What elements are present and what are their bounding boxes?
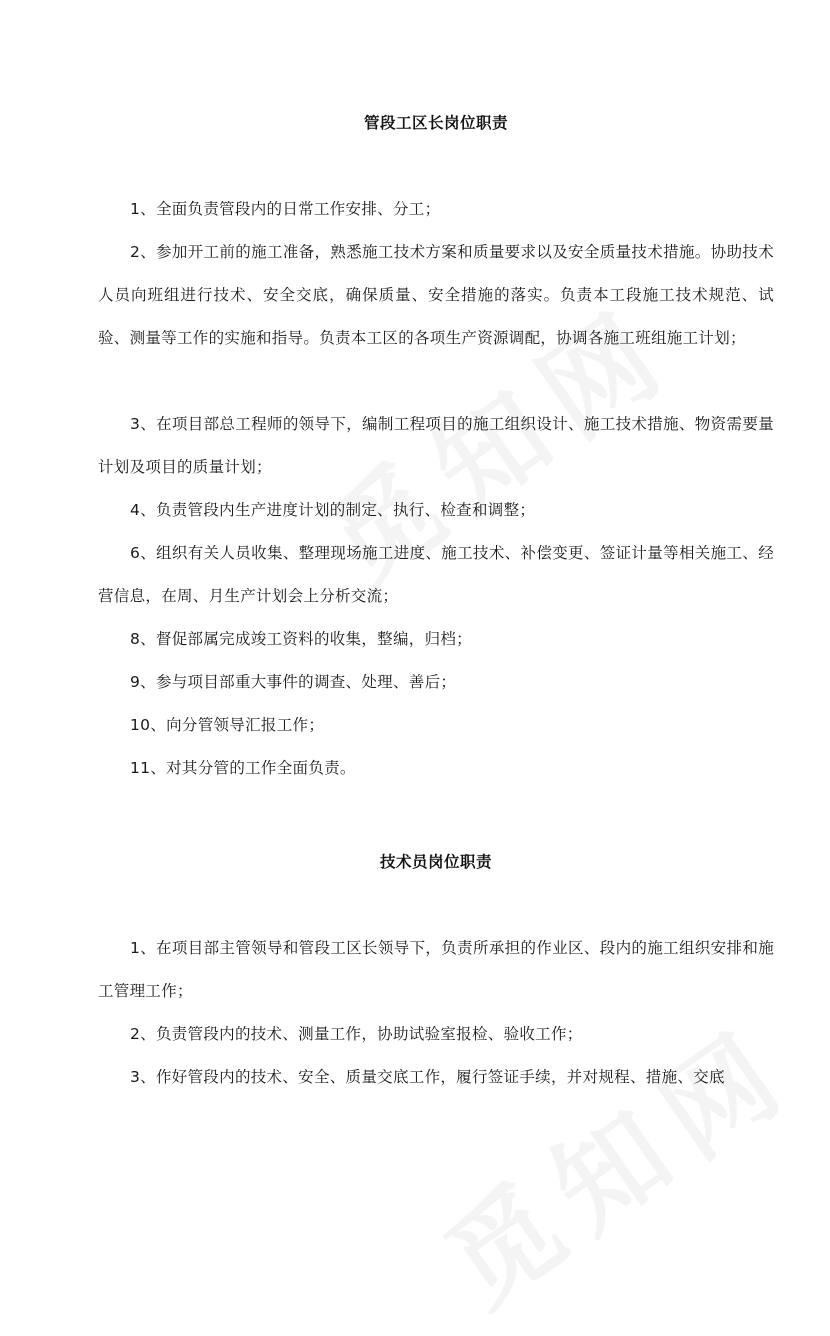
paragraph: 6、组织有关人员收集、整理现场施工进度、施工技术、补偿变更、签证计量等相关施工、经营信息，在周、月生产计划会上分析交流； <box>98 544 774 605</box>
paragraph: 2、参加开工前的施工准备，熟悉施工技术方案和质量要求以及安全质量技术措施。协助技术人员向班组进行技术、安全交底，确保质量、安全措施的落实。负责本工段施工技术规范、试验、测量等工作的实施和指导。负责本工区的各项生产资源调配，协调各施工班组施工计划； <box>98 243 774 347</box>
paragraph: 10、向分管领导汇报工作； <box>130 716 325 734</box>
section-title-section-chief: 管段工区长岗位职责 <box>363 114 508 132</box>
section-title-technician: 技术员岗位职责 <box>379 853 492 871</box>
paragraph: 1、在项目部主管领导和管段工区长领导下，负责所承担的作业区、段内的施工组织安排和施工管理工作； <box>98 939 774 1000</box>
paragraph: 9、参与项目部重大事件的调查、处理、善后； <box>130 673 457 691</box>
paragraph: 2、负责管段内的技术、测量工作，协助试验室报检、验收工作； <box>130 1025 583 1043</box>
paragraph: 1、全面负责管段内的日常工作安排、分工； <box>130 200 441 218</box>
paragraph: 11、对其分管的工作全面负责。 <box>130 759 356 777</box>
paragraph: 3、作好管段内的技术、安全、质量交底工作，履行签证手续，并对规程、措施、交底 <box>130 1068 725 1086</box>
paragraph: 8、督促部属完成竣工资料的收集，整编，归档； <box>130 630 472 648</box>
paragraph: 3、在项目部总工程师的领导下，编制工程项目的施工组织设计、施工技术措施、物资需要量计划及项目的质量计划； <box>98 415 774 476</box>
paragraph: 4、负责管段内生产进度计划的制定、执行、检查和调整； <box>130 501 536 519</box>
